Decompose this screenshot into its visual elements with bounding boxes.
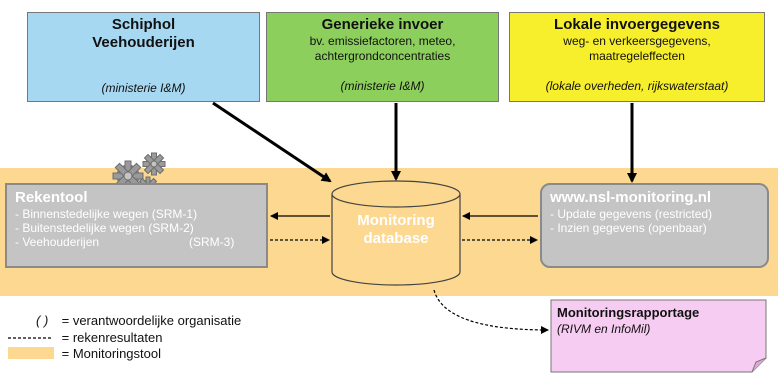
- legend-tool-label: = Monitoringstool: [61, 346, 161, 361]
- lokale-invoer-org: (lokale overheden, rijkswaterstaat): [545, 79, 729, 93]
- schiphol-title-2: Veehouderijen: [92, 34, 195, 51]
- legend-tool-row: [8, 345, 161, 363]
- rekentool-title: Rekentool: [15, 189, 88, 206]
- rapportage-title: Monitoringsrapportage: [557, 305, 700, 320]
- website-item-1: - Update gegevens (restricted): [550, 207, 713, 221]
- legend-org-row: [8, 312, 241, 330]
- website-item-2: - Inzien gegevens (openbaar): [550, 221, 707, 235]
- lokale-invoer-sub-1: weg- en verkeersgegevens,: [563, 34, 711, 48]
- website-title: www.nsl-monitoring.nl: [550, 189, 712, 206]
- lokale-invoer-sub-2: maatregeleffecten: [589, 49, 685, 63]
- legend-org-label: = verantwoordelijke organisatie: [61, 313, 242, 328]
- rekentool-item-1: - Binnenstedelijke wegen (SRM-1): [15, 207, 198, 221]
- legend-org-symbol: ( ): [36, 313, 49, 328]
- database-label-2: database: [363, 230, 429, 247]
- arrow-database-to-rapportage: [434, 290, 548, 330]
- database-label-1: Monitoring: [357, 212, 435, 229]
- schiphol-title-1: Schiphol: [111, 16, 176, 33]
- database-label: [332, 212, 460, 248]
- lokale-invoer-title: Lokale invoergegevens: [554, 16, 720, 33]
- rekentool-item-3: - Veehouderijen: [15, 235, 100, 249]
- rapportage-org: (RIVM en InfoMil): [557, 322, 651, 336]
- generieke-invoer-title: Generieke invoer: [321, 16, 444, 33]
- arrow-schiphol-to-database: [213, 103, 330, 181]
- generieke-invoer-org: (ministerie I&M): [340, 79, 425, 93]
- generieke-invoer-sub-2: achtergrondconcentraties: [314, 49, 451, 63]
- rekentool-item-3-code: (SRM-3): [189, 235, 235, 249]
- legend-dashed-label: = rekenresultaten: [61, 330, 163, 345]
- schiphol-org: (ministerie I&M): [101, 81, 186, 95]
- rapportage-text: [557, 305, 762, 336]
- generieke-invoer-sub-1: bv. emissiefactoren, meteo,: [309, 34, 456, 48]
- rekentool-item-2: - Buitenstedelijke wegen (SRM-2): [15, 221, 194, 235]
